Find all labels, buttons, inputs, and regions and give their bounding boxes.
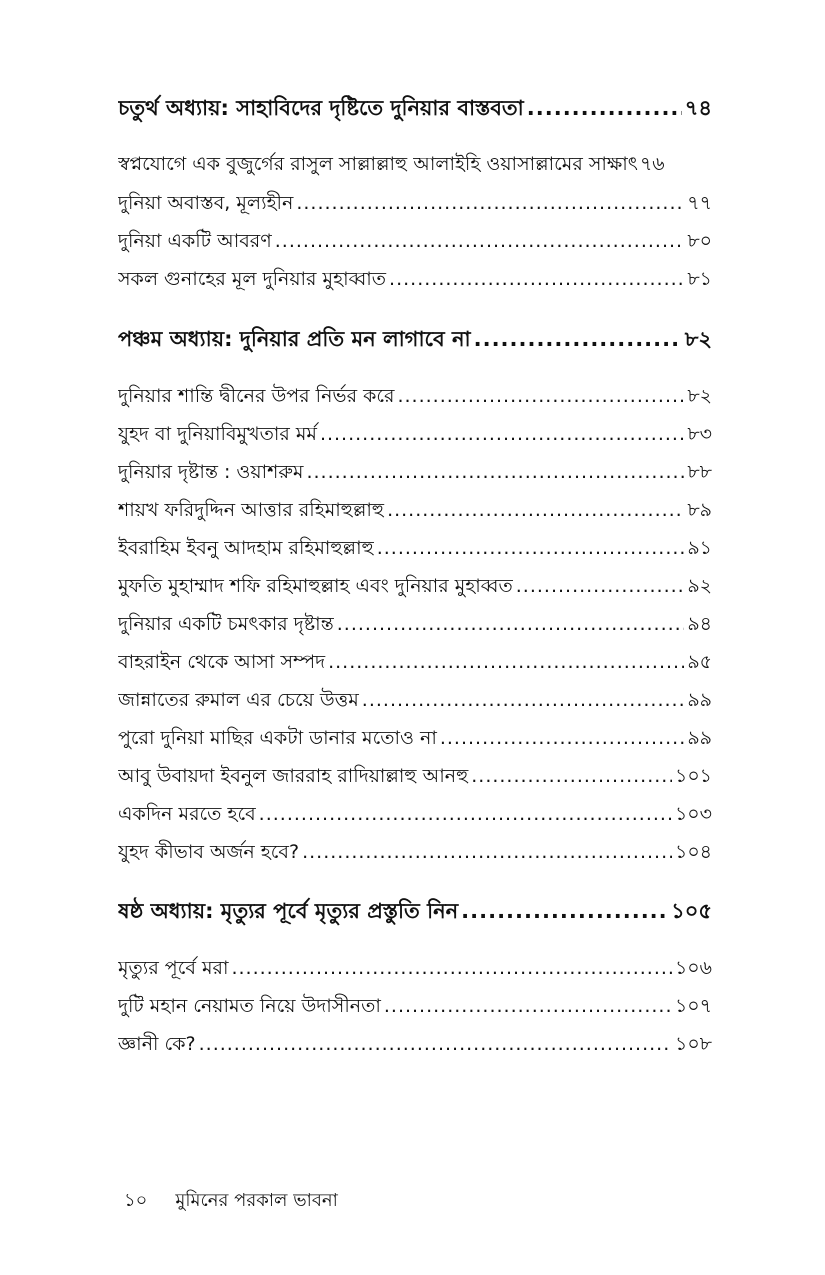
- toc-entry: [118, 724, 712, 758]
- entry-page: ৭৬: [639, 153, 665, 175]
- entry-title: মৃত্যুর পূর্বে মরা: [118, 957, 229, 979]
- dot-leader: [471, 765, 672, 787]
- dot-leader: [527, 96, 682, 120]
- dot-leader: [328, 651, 684, 673]
- entry-title: জান্নাতের রুমাল এর চেয়ে উত্তম: [118, 689, 359, 711]
- footer-page-number: ১০: [124, 1190, 148, 1211]
- entry-title: দুনিয়ার দৃষ্টান্ত : ওয়াশরুম: [118, 461, 304, 483]
- entry-page: ৮৯: [687, 499, 712, 521]
- entry-page: ৮২: [687, 385, 712, 407]
- dot-leader: [440, 727, 684, 749]
- entry-page: ৮১: [687, 268, 712, 290]
- chapter-title: ষষ্ঠ অধ্যায়: মৃত্যুর পূর্বে মৃত্যুর প্রস্তুতি নিন: [118, 899, 459, 923]
- toc-entry: [118, 572, 712, 606]
- chapter-page: ১০৫: [671, 899, 712, 923]
- dot-leader: [387, 499, 684, 521]
- entry-page: ১০৮: [674, 1033, 712, 1055]
- entry-title: যুহদ কীভাব অর্জন হবে?: [118, 841, 300, 863]
- toc-entry: [118, 992, 712, 1026]
- toc-entry: [118, 762, 712, 796]
- entry-page: ৮৮: [687, 461, 712, 483]
- toc-entry: [118, 420, 712, 454]
- entry-page: ১০৩: [674, 803, 712, 825]
- dot-leader: [461, 899, 668, 923]
- entry-title: দুটি মহান নেয়ামত নিয়ে উদাসীনতা: [118, 995, 381, 1017]
- dot-leader: [259, 803, 672, 825]
- dot-leader: [296, 192, 684, 214]
- entry-title: শায়খ ফরিদুদ্দিন আত্তার রহিমাহুল্লাহু: [118, 499, 385, 521]
- toc-entry: [118, 534, 712, 568]
- toc-entry: [118, 150, 712, 184]
- entry-title: দুনিয়া অবাস্তব, মূল্যহীন: [118, 192, 294, 214]
- dot-leader: [337, 613, 685, 635]
- toc-entry: [118, 265, 712, 299]
- toc-entry: [118, 189, 712, 223]
- entry-title: সকল গুনাহের মূল দুনিয়ার মুহাব্বাত: [118, 268, 387, 290]
- dot-leader: [306, 461, 684, 483]
- footer-book-title: মুমিনের পরকাল ভাবনা: [175, 1190, 338, 1211]
- entry-page: ৭৭: [687, 192, 712, 214]
- page-footer: [124, 1186, 338, 1217]
- dot-leader: [377, 537, 685, 559]
- dot-leader: [302, 841, 672, 863]
- chapter-page: ৮২: [684, 327, 712, 351]
- entry-title: দুনিয়া একটি আবরণ: [118, 230, 272, 252]
- dot-leader: [474, 327, 682, 351]
- entry-page: ৯২: [687, 575, 712, 597]
- dot-leader: [389, 268, 684, 290]
- chapter-page: ৭৪: [684, 96, 712, 120]
- dot-leader: [320, 423, 684, 445]
- toc-entry: [118, 227, 712, 261]
- entry-page: ১০৬: [674, 957, 712, 979]
- entry-title: বাহরাইন থেকে আসা সম্পদ: [118, 651, 326, 673]
- toc-entry: [118, 496, 712, 530]
- entry-title: জ্ঞানী কে?: [118, 1033, 196, 1055]
- entry-page: ১০৪: [674, 841, 712, 863]
- toc-entry: [118, 648, 712, 682]
- toc-entry: [118, 800, 712, 834]
- entry-page: ৮০: [687, 230, 712, 252]
- entry-page: ৯৪: [687, 613, 712, 635]
- entry-page: ৯৫: [687, 651, 712, 673]
- entry-page: ৯৯: [687, 689, 712, 711]
- entry-page: ১০৭: [674, 995, 712, 1017]
- entry-page: ৮৩: [687, 423, 712, 445]
- toc-entry: [118, 954, 712, 988]
- toc-entry: [118, 458, 712, 492]
- chapter-heading: [118, 92, 712, 126]
- dot-leader: [231, 957, 671, 979]
- entry-title: পুরো দুনিয়া মাছির একটা ডানার মতোও না: [118, 727, 437, 749]
- entry-page: ৯৯: [687, 727, 712, 749]
- toc-entry: [118, 382, 712, 416]
- dot-leader: [397, 385, 684, 407]
- toc-entry: [118, 686, 712, 720]
- chapter-heading: [118, 895, 712, 929]
- entry-title: স্বপ্নযোগে এক বুজুর্গের রাসুল সাল্লাল্লাহু আলাইহি ওয়াসাল্লামের সাক্ষাৎ: [118, 153, 638, 175]
- entry-title: ইবরাহিম ইবনু আদহাম রহিমাহুল্লাহু: [118, 537, 374, 559]
- toc-entry: [118, 1030, 712, 1064]
- entry-page: ৯১: [687, 537, 712, 559]
- entry-title: আবু উবায়দা ইবনুল জাররাহ রাদিয়াল্লাহু আনহু: [118, 765, 469, 787]
- dot-leader: [362, 689, 685, 711]
- entry-page: ১০১: [674, 765, 712, 787]
- entry-title: একদিন মরতে হবে: [118, 803, 256, 825]
- entry-title: দুনিয়ার একটি চমৎকার দৃষ্টান্ত: [118, 613, 334, 635]
- dot-leader: [516, 575, 685, 597]
- entry-title: মুফতি মুহাম্মাদ শফি রহিমাহুল্লাহ এবং দুনিয়ার মুহাব্বত: [118, 575, 513, 597]
- toc-entry: [118, 610, 712, 644]
- toc-entry: [118, 838, 712, 872]
- dot-leader: [199, 1033, 672, 1055]
- chapter-heading: [118, 323, 712, 357]
- dot-leader: [275, 230, 685, 252]
- chapter-title: পঞ্চম অধ্যায়: দুনিয়ার প্রতি মন লাগাবে না: [118, 327, 471, 351]
- entry-title: যুহদ বা দুনিয়াবিমুখতার মর্ম: [118, 423, 317, 445]
- dot-leader: [384, 995, 672, 1017]
- entry-title: দুনিয়ার শান্তি দ্বীনের উপর নির্ভর করে: [118, 385, 395, 407]
- chapter-title: চতুর্থ অধ্যায়: সাহাবিদের দৃষ্টিতে দুনিয়ার বাস্তবতা: [118, 96, 524, 120]
